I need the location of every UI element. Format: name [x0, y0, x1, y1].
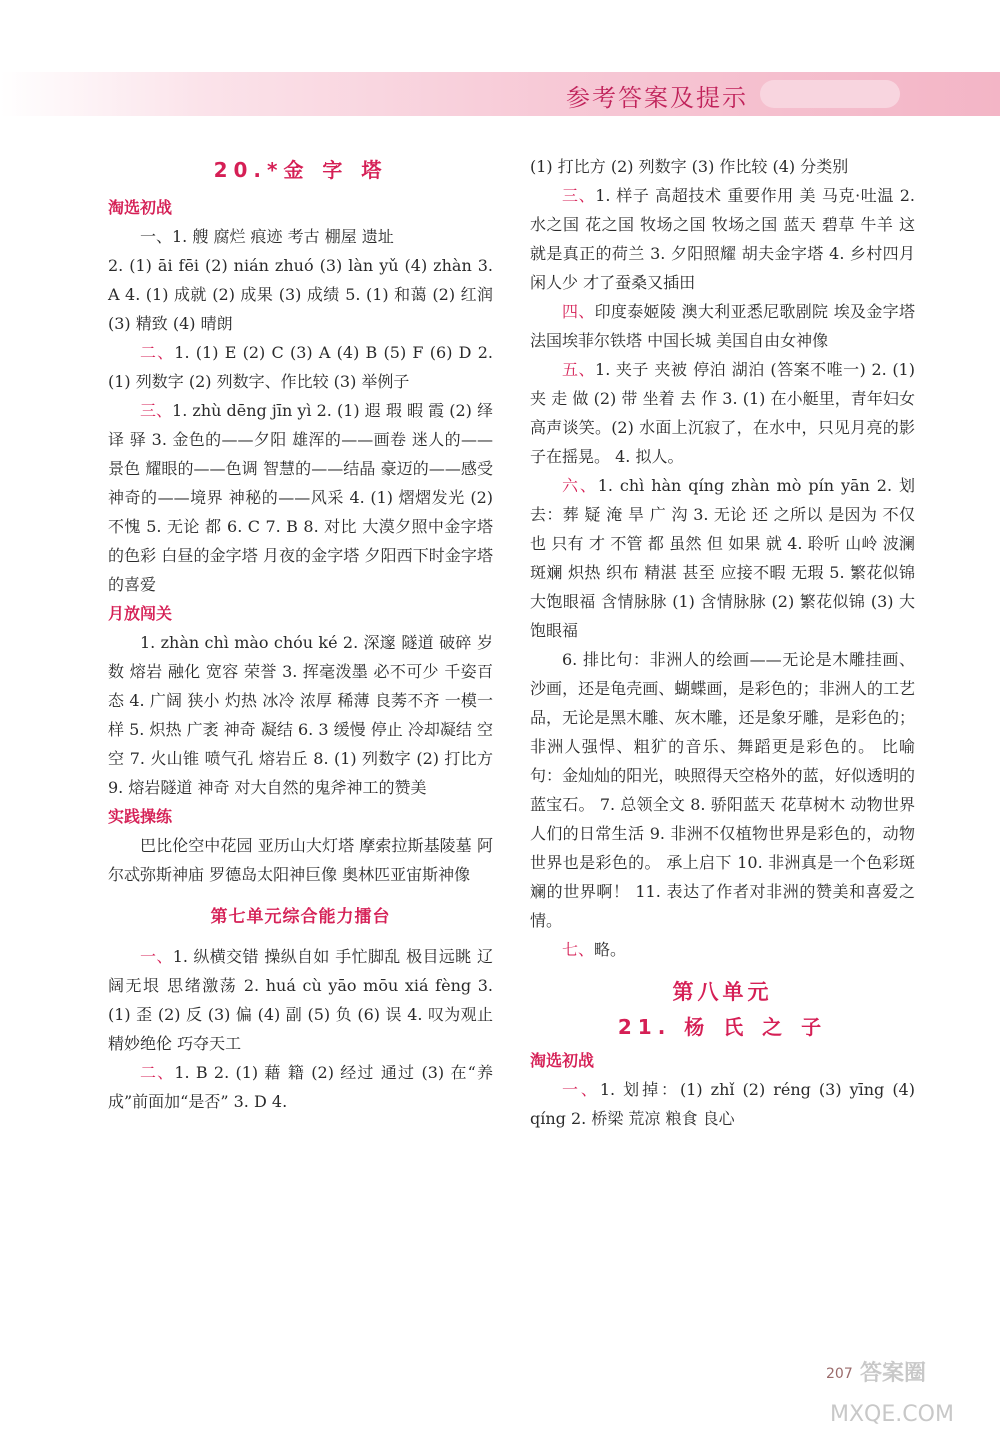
answer-paragraph [108, 338, 493, 396]
item-lead: 三、 [140, 401, 173, 420]
answer-text: 1. 夹子 夹被 停泊 湖泊 (答案不唯一) 2. (1) 夹 走 做 (2) 带 坐着 去 作 3. (1) 在小艇里，青年妇女高声谈笑。(2) 水面上沉寂了，在水中，只见月亮的影子在摇晃。 4. 拟人。 [530, 360, 915, 466]
unit-title: 第八单元 [672, 980, 773, 1004]
page-header-title: 参考答案及提示 [566, 84, 748, 112]
answer-paragraph [108, 396, 493, 599]
answer-paragraph: 2. (1) āi fēi (2) nián zhuó (3) làn yǔ (4) zhàn 3. A 4. (1) 成就 (2) 成果 (3) 成绩 5. (1) 和蔼 (2) 红润 (3) 精致 (4) 晴朗 [108, 256, 493, 333]
watermark-logo: 答案圈 [860, 1361, 927, 1386]
answer-text: 印度泰姬陵 澳大利亚悉尼歌剧院 埃及金字塔 法国埃菲尔铁塔 中国长城 美国自由女神像 [530, 302, 915, 350]
answer-paragraph [530, 297, 915, 355]
answer-paragraph: 巴比伦空中花园 亚历山大灯塔 摩索拉斯基陵墓 阿尔忒弥斯神庙 罗德岛太阳神巨像 奥林匹亚宙斯神像 [108, 836, 493, 884]
answer-paragraph [530, 355, 915, 471]
item-lead: 四、 [562, 302, 595, 321]
left-column [108, 152, 493, 1116]
item-lead: 二、 [140, 1063, 175, 1082]
answer-paragraph [530, 935, 915, 964]
answer-text: 1. chì hàn qíng zhàn mò pín yān 2. 划去：葬 疑 淹 旱 广 沟 3. 无论 还 之所以 是因为 不仅 也 只有 才 不管 都 虽然 但 如果 就 4. 聆听 山岭 波澜 斑斓 炽热 织布 精湛 甚至 应接不暇 无瑕 5. 繁花似锦 大饱眼福 含情脉脉 (1) 含情脉脉 (2) 繁花似锦 (3) 大饱眼福 [530, 476, 915, 640]
item-lead: 一、 [562, 1080, 600, 1099]
watermark-url: MXQE.COM [830, 1402, 954, 1427]
item-lead: 一、 [140, 947, 173, 966]
item-lead: 三、 [562, 186, 596, 205]
item-lead: 六、 [562, 476, 598, 495]
section-heading: 月放闯关 [108, 604, 173, 623]
answer-paragraph [530, 1075, 915, 1133]
answer-paragraph: 1. zhàn chì mào chóu ké 2. 深邃 隧道 破碎 岁数 熔岩 融化 宽容 荣誉 3. 挥毫泼墨 必不可少 千姿百态 4. 广阔 狭小 灼热 冰冷 浓厚 稀薄 良莠不齐 一模一样 5. 炽热 广袤 神奇 凝结 6. 3 缓慢 停止 冷却凝结 空空 7. 火山锥 喷气孔 熔岩丘 8. (1) 列数字 (2) 打比方 9. 熔岩隧道 神奇 对大自然的鬼斧神工的赞美 [108, 633, 493, 797]
answer-paragraph [530, 471, 915, 645]
answer-paragraph: (1) 打比方 (2) 列数字 (3) 作比较 (4) 分类别 [530, 157, 849, 176]
answer-text: 1. 划掉：(1) zhǐ (2) réng (3) yīng (4) qíng 2. 桥梁 荒凉 粮食 良心 [530, 1080, 915, 1128]
section-heading: 淘选初战 [530, 1051, 595, 1070]
page-number: 207 [826, 1366, 853, 1382]
answer-paragraph [108, 942, 493, 1058]
answer-text: 略。 [594, 940, 627, 959]
answer-text: 1. 纵横交错 操纵自如 手忙脚乱 极目远眺 辽阔无垠 思绪激荡 2. huá cù yāo mōu xiá fèng 3. (1) 歪 (2) 反 (3) 偏 (4) 副 (5) 负 (6) 误 4. 叹为观止 精妙绝伦 巧夺天工 [108, 947, 493, 1053]
item-lead: 五、 [562, 360, 596, 379]
answer-text: 1. (1) E (2) C (3) A (4) B (5) F (6) D 2. (1) 列数字 (2) 列数字、作比较 (3) 举例子 [108, 343, 493, 391]
section-heading: 淘选初战 [108, 198, 173, 217]
answer-paragraph [108, 1058, 493, 1116]
header-decoration [760, 80, 900, 108]
lesson-title: 21. 杨 氏 之 子 [617, 1015, 828, 1039]
answer-text: 1. zhù dēng jīn yì 2. (1) 遐 瑕 暇 霞 (2) 绎 译 驿 3. 金色的——夕阳 雄浑的——画卷 迷人的——景色 耀眼的——色调 智慧的——结晶 豪迈的——感受 神奇的——境界 神秘的——风采 4. (1) 熠熠发光 (2) 不愧 5. 无论 都 6. C 7. B 8. 对比 大漠夕照中金字塔的色彩 白昼的金字塔 月夜的金字塔 夕阳西下时金字塔的喜爱 [108, 401, 493, 594]
answer-paragraph [530, 181, 915, 297]
answer-paragraph: 一、1. 艘 腐烂 痕迹 考古 棚屋 遗址 [140, 227, 394, 246]
section-heading: 实践操练 [108, 807, 173, 826]
right-column [530, 152, 915, 1133]
unit-title: 第七单元综合能力擂台 [210, 907, 391, 927]
item-lead: 七、 [562, 940, 595, 959]
answer-text: 1. B 2. (1) 藉 籍 (2) 经过 通过 (3) 在“养成”前面加“是否” 3. D 4. [108, 1063, 493, 1111]
item-lead: 二、 [140, 343, 175, 362]
lesson-title: 20.*金 字 塔 [213, 158, 388, 182]
answer-paragraph: 6. 排比句：非洲人的绘画——无论是木雕挂画、沙画，还是龟壳画、蝴蝶画，是彩色的；非洲人的工艺品，无论是黑木雕、灰木雕，还是象牙雕，是彩色的；非洲人强悍、粗犷的音乐、舞蹈更是彩色的。 比喻句：金灿灿的阳光，映照得天空格外的蓝，好似透明的蓝宝石。 7. 总领全文 8. 骄阳蓝天 花草树木 动物世界 人们的日常生活 9. 非洲不仅植物世界是彩色的，动物世界也是彩色的。 承上启下 10. 非洲真是一个色彩斑斓的世界啊！ 11. 表达了作者对非洲的赞美和喜爱之情。 [530, 650, 915, 930]
answer-text: 1. 样子 高超技术 重要作用 美 马克·吐温 2. 水之国 花之国 牧场之国 牧场之国 蓝天 碧草 牛羊 这就是真正的荷兰 3. 夕阳照耀 胡夫金字塔 4. 乡村四月闲人少 才了蚕桑又插田 [530, 186, 915, 292]
